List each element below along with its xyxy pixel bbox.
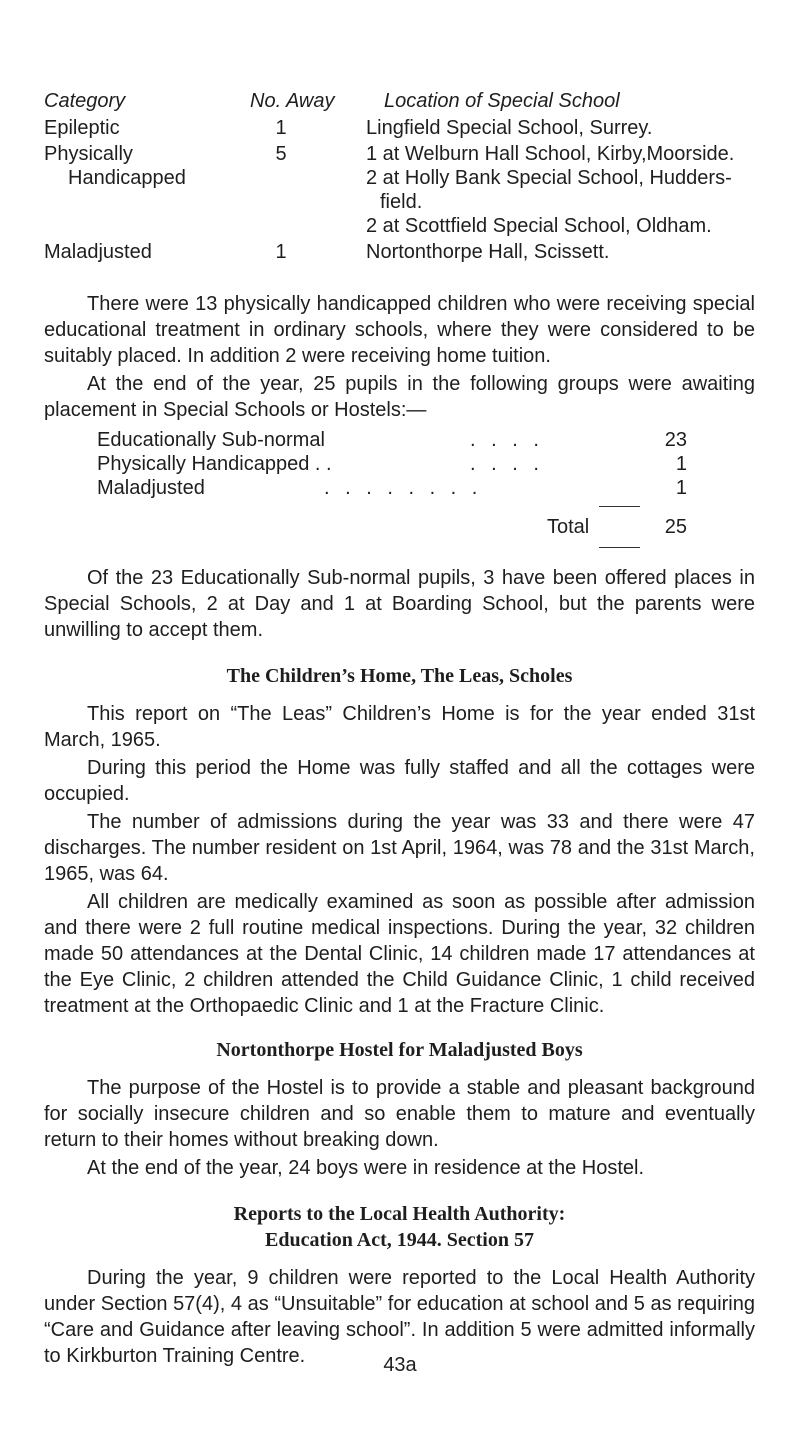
paragraph: All children are medically examined as soon as possible after admission and there were 2 full routine medical inspections. During the year, 32 children made 50 attendances at the Dental Clinic, 14 children made 17 attendances at the Eye Clinic, 2 children attended the Child Guidance Clinic, 1 child received treatment at the Orthopaedic Clinic and 1 at the Fracture Clinic.: [44, 891, 755, 1017]
table-header-category: Category: [44, 90, 126, 112]
section-heading: Education Act, 1944. Section 57: [265, 1229, 534, 1251]
table-cell-location: 1 at Welburn Hall School, Kirby,Moorside.: [366, 143, 735, 165]
table-cell-category: Maladjusted: [44, 241, 152, 263]
table-cell-location: field.: [380, 191, 423, 213]
table-header-location: Location of Special School: [384, 90, 620, 112]
paragraph: This report on “The Leas” Children’s Home is for the year ended 31st March, 1965.: [44, 703, 755, 751]
table-cell-location: Lingfield Special School, Surrey.: [366, 117, 653, 139]
paragraph: Of the 23 Educationally Sub-normal pupils, 3 have been offered places in Special Schools, 2 at Day and 1 at Boarding School, but the parents were unwilling to accept them.: [44, 567, 755, 641]
list-item-label: Educationally Sub-normal: [97, 429, 325, 451]
table-cell-location: 2 at Scottfield Special School, Oldham.: [366, 215, 712, 237]
table-cell-number: 5: [275, 143, 287, 165]
list-item-value: 23: [664, 429, 687, 451]
total-row: [97, 514, 687, 540]
table-cell-location: 2 at Holly Bank Special School, Hudders-: [366, 167, 732, 189]
table-cell-location: Nortonthorpe Hall, Scissett.: [366, 241, 610, 263]
table-cell-category: Epileptic: [44, 117, 120, 139]
list-item-label: Maladjusted: [97, 477, 205, 499]
leader-dots: . . . .: [470, 429, 544, 451]
paragraph: During this period the Home was fully staffed and all the cottages were occupied.: [44, 757, 755, 805]
total-label: Total: [547, 516, 590, 538]
list-item: [97, 475, 687, 501]
section-heading: The Children’s Home, The Leas, Scholes: [226, 665, 573, 687]
table-header-number: No. Away: [250, 90, 335, 112]
table-cell-category: Physically: [44, 143, 133, 165]
section-heading: Nortonthorpe Hostel for Maladjusted Boys: [216, 1039, 583, 1061]
section-heading: Reports to the Local Health Authority:: [233, 1203, 566, 1225]
paragraph: The purpose of the Hostel is to provide a stable and pleasant background for socially insecure children and so enable them to mature and eventually return to their homes without breaking down.: [44, 1077, 755, 1151]
list-item-value: 1: [675, 477, 687, 499]
leader-dots: . . . .: [470, 453, 544, 475]
leader-dots: . . . . . . . .: [324, 477, 483, 499]
paragraph: At the end of the year, 24 boys were in residence at the Hostel.: [87, 1157, 645, 1179]
list-item-label: Physically Handicapped . .: [97, 453, 332, 475]
divider: [599, 547, 640, 548]
paragraph: There were 13 physically handicapped children who were receiving special educational treatment in ordinary schools, where they were considered to be suitably placed. In addition 2 were receiving home tuition.: [44, 293, 755, 367]
list-item: [97, 451, 687, 477]
table-cell-number: 1: [275, 117, 287, 139]
table-cell-number: 1: [275, 241, 287, 263]
paragraph: At the end of the year, 25 pupils in the following groups were awaiting placement in Special Schools or Hostels:—: [44, 373, 755, 421]
table-cell-category: Handicapped: [68, 167, 186, 189]
awaiting-placement-list: [44, 427, 755, 577]
total-value: 25: [664, 516, 687, 538]
divider: [599, 506, 640, 507]
list-item-value: 1: [675, 453, 687, 475]
list-item: [97, 427, 687, 453]
paragraph: The number of admissions during the year was 33 and there were 47 discharges. The number resident on 1st April, 1964, was 78 and the 31st March, 1965, was 64.: [44, 811, 755, 885]
paragraph: During the year, 9 children were reported to the Local Health Authority under Section 57(4), 4 as “Unsuitable” for education at school and 5 as requiring “Care and Guidance after leaving school”. In addition 5 were admitted informally to Kirkburton Training Centre.: [44, 1267, 755, 1367]
page-number: 43a: [383, 1354, 417, 1376]
